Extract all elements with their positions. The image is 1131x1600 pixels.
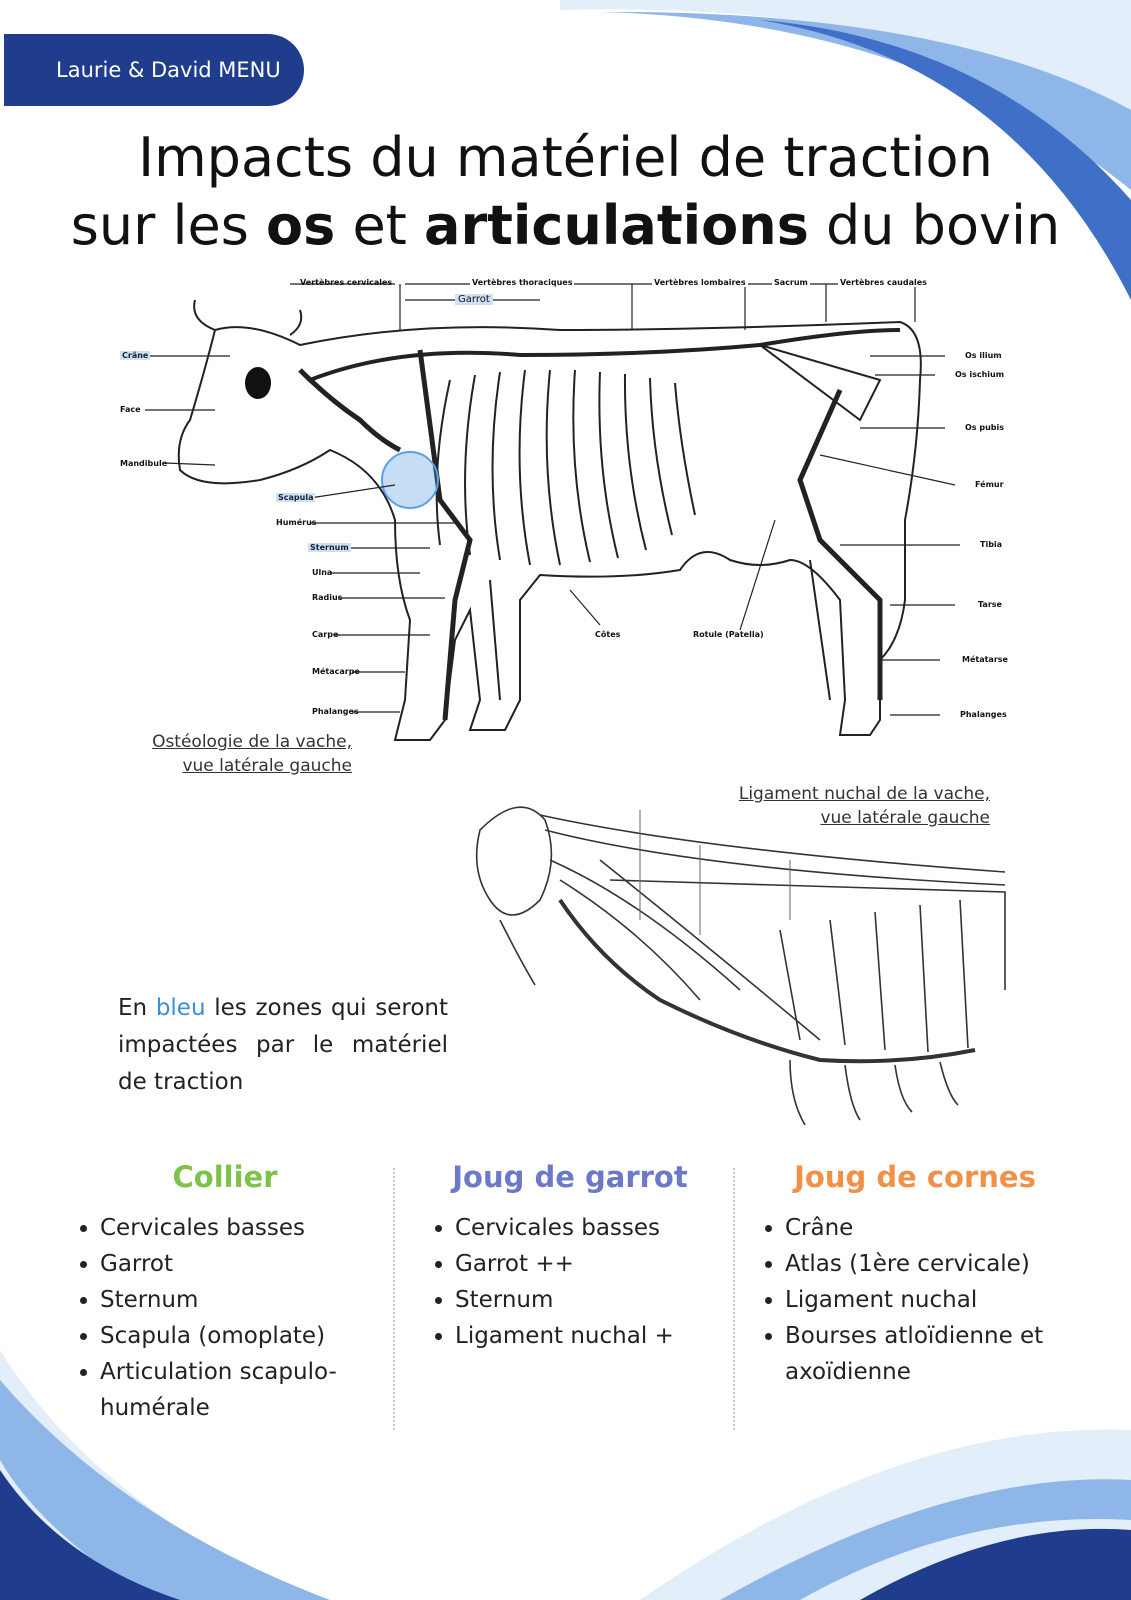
column-joug-garrot: [425, 1160, 715, 1354]
label-cotes: Côtes: [595, 630, 621, 639]
authors-badge: Laurie & David MENU: [4, 34, 304, 106]
list-item: • Scapula (omoplate): [100, 1318, 380, 1354]
list-item: • Atlas (1ère cervicale): [785, 1246, 1075, 1282]
label-metacarpe: Métacarpe: [312, 667, 360, 676]
label-crane: Crâne: [122, 351, 149, 360]
label-radius: Radius: [312, 593, 343, 602]
label-mandibule: Mandibule: [120, 459, 168, 468]
label-vertebres-thoraciques: Vertèbres thoraciques: [472, 278, 573, 287]
page-title: Impacts du matériel de traction sur les os et articulations du bovin: [70, 126, 1061, 257]
list-item: • Garrot: [100, 1246, 380, 1282]
column-joug-cornes-title: Joug de cornes: [794, 1160, 1036, 1194]
intro-paragraph: En bleu les zones qui seront impactées par le matériel de traction: [118, 995, 448, 1095]
column-collier-title: Collier: [172, 1160, 278, 1194]
label-phalanges-rear: Phalanges: [960, 710, 1007, 719]
label-sternum: Sternum: [310, 543, 349, 552]
label-tibia: Tibia: [980, 540, 1003, 549]
label-os-ischium: Os ischium: [955, 370, 1005, 379]
list-item: • Ligament nuchal: [785, 1282, 1075, 1318]
column-collier-list: [70, 1210, 380, 1426]
label-carpe: Carpe: [312, 630, 339, 639]
label-garrot: Garrot: [455, 294, 493, 305]
column-joug-cornes: [755, 1160, 1075, 1390]
label-os-ilium: Os ilium: [965, 351, 1002, 360]
list-item: • Garrot ++: [455, 1246, 715, 1282]
label-femur: Fémur: [975, 480, 1004, 489]
label-os-pubis: Os pubis: [965, 423, 1004, 432]
list-item: • Cervicales basses: [455, 1210, 715, 1246]
label-ulna: Ulna: [312, 568, 333, 577]
label-vertebres-cervicales: Vertèbres cervicales: [300, 278, 393, 287]
label-phalanges-front: Phalanges: [312, 707, 359, 716]
label-face: Face: [120, 405, 141, 414]
skeleton-caption: Ostéologie de la vache, vue latérale gauche: [152, 732, 352, 776]
column-joug-cornes-list: [755, 1210, 1075, 1390]
label-tarse: Tarse: [978, 600, 1002, 609]
list-item: • Cervicales basses: [100, 1210, 380, 1246]
list-item: • Ligament nuchal +: [455, 1318, 715, 1354]
label-scapula: Scapula: [278, 493, 314, 502]
list-item: • Articulation scapulo-humérale: [100, 1354, 380, 1426]
list-item: • Sternum: [100, 1282, 380, 1318]
column-divider: [733, 1168, 735, 1430]
label-sacrum: Sacrum: [774, 278, 808, 287]
column-divider: [393, 1168, 395, 1430]
column-collier: [70, 1160, 380, 1426]
column-joug-garrot-list: [425, 1210, 715, 1354]
label-metatarse: Métatarse: [962, 655, 1008, 664]
label-rotule: Rotule (Patella): [693, 630, 764, 639]
list-item: • Bourses atloïdienne et axoïdienne: [785, 1318, 1075, 1390]
label-vertebres-caudales: Vertèbres caudales: [840, 278, 927, 287]
ligament-caption: Ligament nuchal de la vache, vue latérale gauche: [738, 784, 990, 828]
cow-skeleton-illustration: [0, 270, 1131, 750]
list-item: • Crâne: [785, 1210, 1075, 1246]
label-vertebres-lombaires: Vertèbres lombaires: [654, 278, 746, 287]
list-item: • Sternum: [455, 1282, 715, 1318]
label-humerus: Humérus: [276, 518, 317, 527]
column-joug-garrot-title: Joug de garrot: [452, 1160, 688, 1194]
